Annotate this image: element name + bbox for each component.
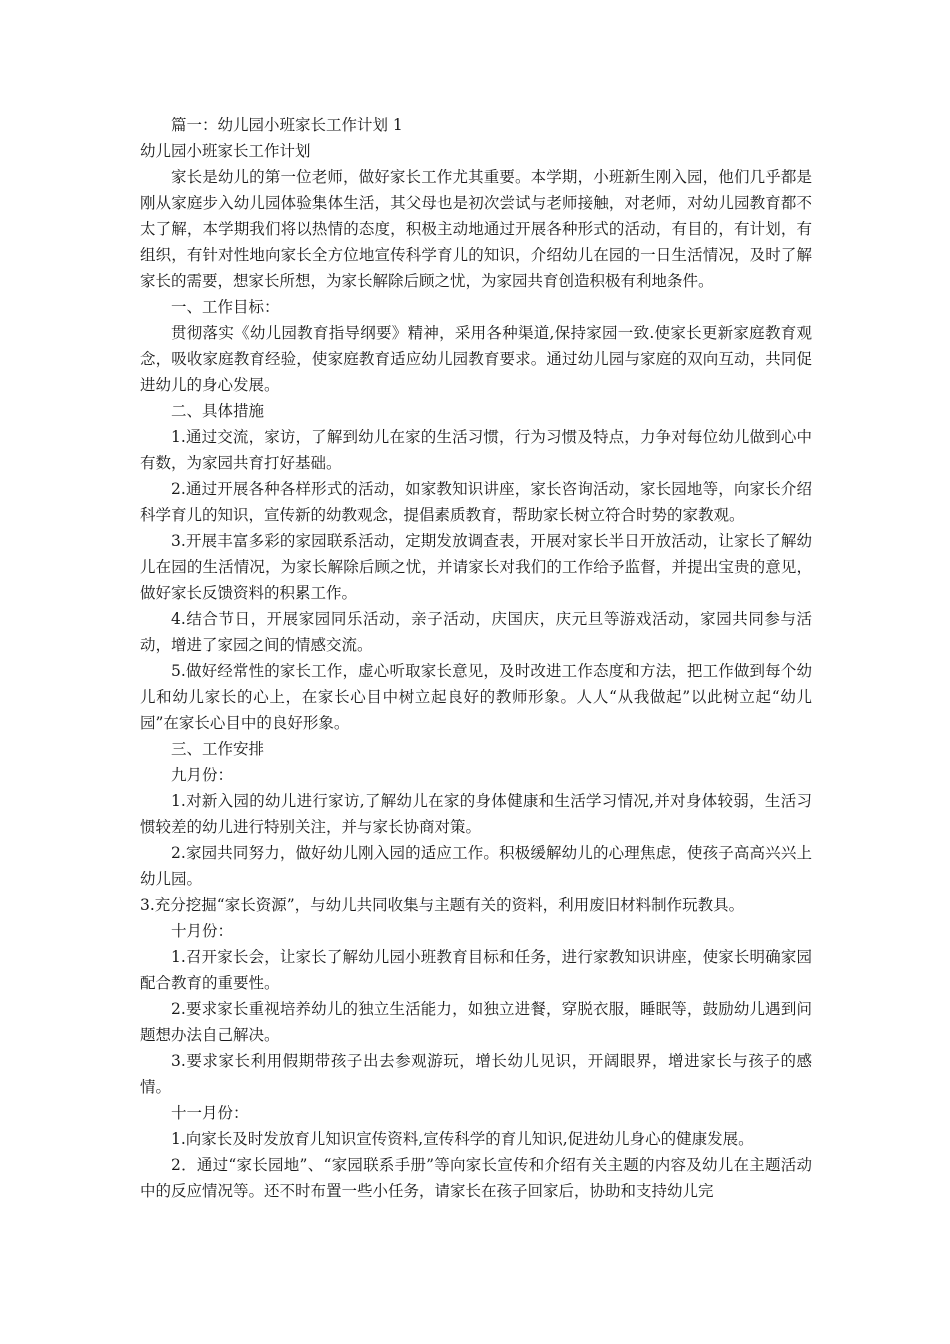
paragraph: 5.做好经常性的家长工作，虚心听取家长意见，及时改进工作态度和方法，把工作做到每个幼儿和幼儿家长的心上，在家长心目中树立起良好的教师形象。人人“从我做起”以此树立起“幼儿园”在家长心目中的良好形象。 xyxy=(140,662,812,732)
document-body xyxy=(140,112,812,1204)
document-title: 幼儿园小班家长工作计划 xyxy=(140,142,311,160)
paragraph: 十一月份： xyxy=(171,1104,249,1122)
paragraph: 3.充分挖掘“家长资源”，与幼儿共同收集与主题有关的资料，利用废旧材料制作玩教具。 xyxy=(140,896,745,914)
paragraph: 2．通过“家长园地”、“家园联系手册”等向家长宣传和介绍有关主题的内容及幼儿在主题活动中的反应情况等。还不时布置一些小任务，请家长在孩子回家后，协助和支持幼儿完 xyxy=(140,1156,812,1200)
paragraph: 1.召开家长会，让家长了解幼儿园小班教育目标和任务，进行家教知识讲座，使家长明确家园配合教育的重要性。 xyxy=(140,948,812,992)
paragraph: 3.要求家长利用假期带孩子出去参观游玩，增长幼儿见识，开阔眼界，增进家长与孩子的感情。 xyxy=(140,1052,812,1096)
paragraph: 3.开展丰富多彩的家园联系活动，定期发放调查表，开展对家长半日开放活动，让家长了解幼儿在园的生活情况，为家长解除后顾之忧，并请家长对我们的工作给予监督，并提出宝贵的意见，做好家长反馈资料的积累工作。 xyxy=(140,532,812,602)
paragraph: 1.通过交流，家访，了解到幼儿在家的生活习惯，行为习惯及特点，力争对每位幼儿做到心中有数，为家园共育打好基础。 xyxy=(140,428,812,472)
paragraph: 二、具体措施 xyxy=(171,402,265,420)
document-header: 篇一：幼儿园小班家长工作计划 1 xyxy=(171,116,403,134)
paragraph: 一、工作目标： xyxy=(171,298,280,316)
paragraph: 2.家园共同努力，做好幼儿刚入园的适应工作。积极缓解幼儿的心理焦虑，使孩子高高兴兴上幼儿园。 xyxy=(140,844,812,888)
paragraph: 2.通过开展各种各样形式的活动，如家教知识讲座，家长咨询活动，家长园地等，向家长介绍科学育儿的知识，宣传新的幼教观念，提倡素质教育，帮助家长树立符合时势的家教观。 xyxy=(140,480,812,524)
paragraph: 2.要求家长重视培养幼儿的独立生活能力，如独立进餐，穿脱衣服，睡眠等，鼓励幼儿遇到问题想办法自己解决。 xyxy=(140,1000,812,1044)
paragraph-list xyxy=(140,164,812,1204)
paragraph: 家长是幼儿的第一位老师，做好家长工作尤其重要。本学期，小班新生刚入园，他们几乎都是刚从家庭步入幼儿园体验集体生活，其父母也是初次尝试与老师接触，对老师，对幼儿园教育都不太了解，本学期我们将以热情的态度，积极主动地通过开展各种形式的活动，有目的，有计划，有组织，有针对性地向家长全方位地宣传科学育儿的知识，介绍幼儿在园的一日生活情况，及时了解家长的需要，想家长所想，为家长解除后顾之忧，为家园共育创造积极有利地条件。 xyxy=(140,168,812,290)
paragraph: 三、工作安排 xyxy=(171,740,265,758)
paragraph: 贯彻落实《幼儿园教育指导纲要》精神，采用各种渠道,保持家园一致.使家长更新家庭教育观念，吸收家庭教育经验，使家庭教育适应幼儿园教育要求。通过幼儿园与家庭的双向互动，共同促进幼儿的身心发展。 xyxy=(140,324,812,394)
paragraph: 九月份： xyxy=(171,766,234,784)
paragraph: 4.结合节日，开展家园同乐活动，亲子活动，庆国庆，庆元旦等游戏活动，家园共同参与活动，增进了家园之间的情感交流。 xyxy=(140,610,812,654)
paragraph: 十月份： xyxy=(171,922,234,940)
paragraph: 1.对新入园的幼儿进行家访,了解幼儿在家的身体健康和生活学习情况,并对身体较弱，生活习惯较差的幼儿进行特别关注，并与家长协商对策。 xyxy=(140,792,812,836)
paragraph: 1.向家长及时发放育儿知识宣传资料,宣传科学的育儿知识,促进幼儿身心的健康发展。 xyxy=(171,1130,754,1148)
